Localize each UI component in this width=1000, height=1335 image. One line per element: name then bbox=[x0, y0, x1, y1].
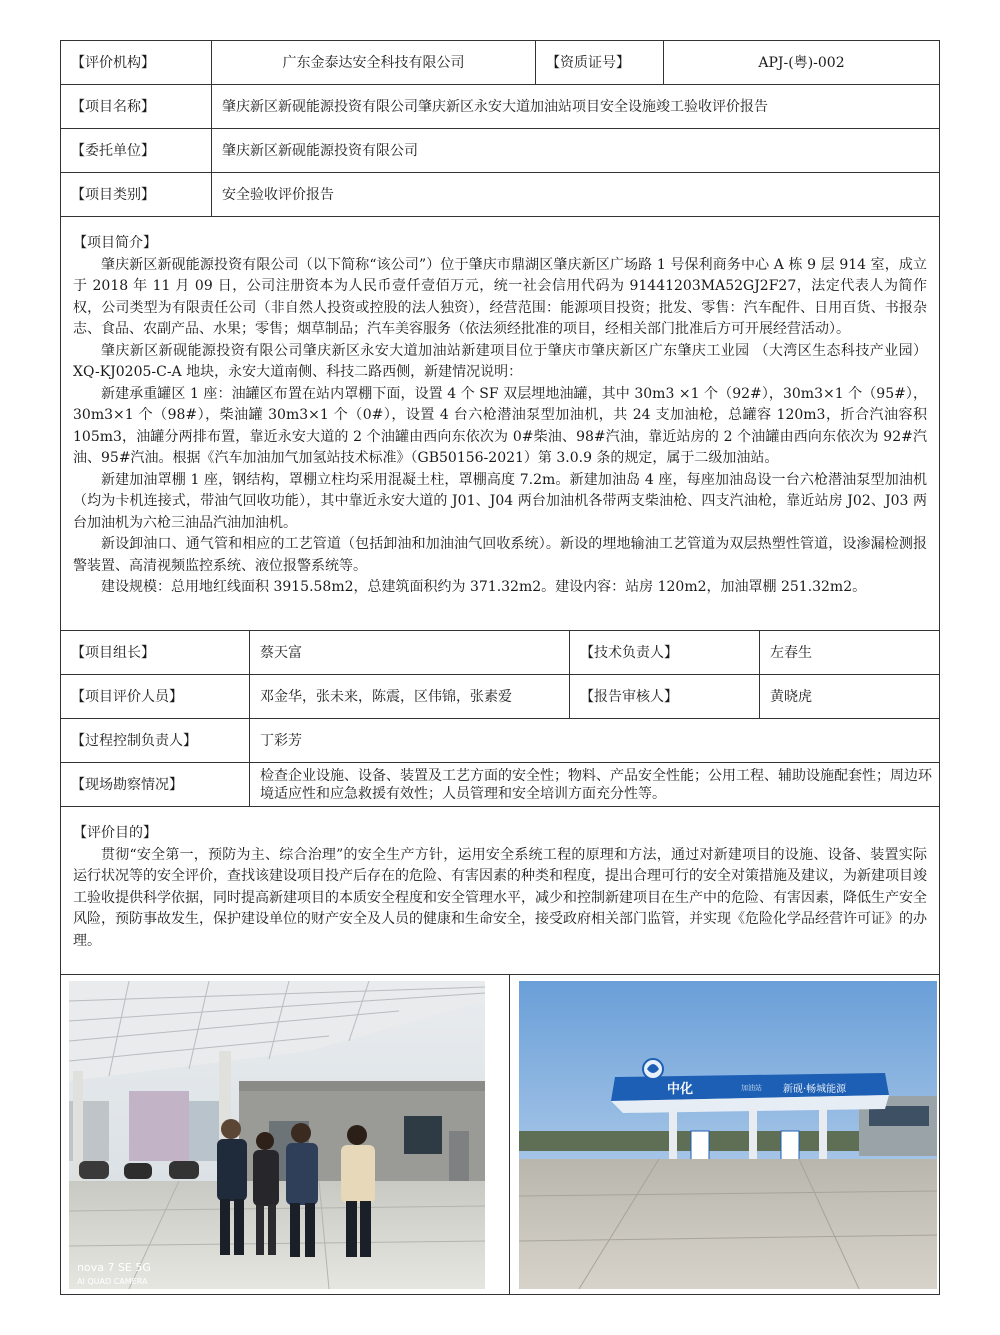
tech-lead-value: 左春生 bbox=[759, 631, 939, 674]
client-value: 肇庆新区新砚能源投资有限公司 bbox=[211, 129, 939, 172]
row-client bbox=[61, 129, 939, 173]
row-project-name bbox=[61, 85, 939, 129]
reviewer-label: 【报告审核人】 bbox=[569, 675, 759, 718]
canopy-brand: 中化 bbox=[667, 1082, 694, 1097]
row-evaluators bbox=[61, 675, 939, 719]
site-photos bbox=[61, 975, 939, 1295]
team-photo-image bbox=[69, 981, 485, 1289]
evaluators-label: 【项目评价人员】 bbox=[71, 688, 183, 705]
tech-lead-label: 【技术负责人】 bbox=[569, 631, 759, 674]
team-site-photo bbox=[69, 981, 485, 1289]
project-intro-section bbox=[61, 217, 939, 631]
intro-paragraph: 建设规模：总用地红线面积 3915.58m2，总建筑面积约为 371.32m2。建设内容：站房 120m2，加油罩棚 251.32m2。 bbox=[101, 579, 867, 595]
category-label: 【项目类别】 bbox=[71, 186, 155, 203]
canopy-small-text: 加油站 bbox=[741, 1084, 762, 1092]
site-survey-label: 【现场勘察情况】 bbox=[71, 776, 183, 793]
site-survey-value: 检查企业设施、设备、装置及工艺方面的安全性；物料、产品安全性能；公用工程、辅助设施配套性；周边环境适应性和应急救援有效性；人员管理和安全培训方面充分性等。 bbox=[249, 763, 939, 806]
row-project-leader bbox=[61, 631, 939, 675]
org-label: 【评价机构】 bbox=[71, 54, 155, 71]
intro-paragraph: 肇庆新区新砚能源投资有限公司（以下简称“该公司”）位于肇庆市鼎湖区肇庆新区广场路 1 号保利商务中心 A 栋 9 层 914 室，成立于 2018 年 11 月 09 日，公司注册资本为人民币壹仟壹佰万元，统一社会信用代码为 91441203MA52GJ2F27，法定代表人为简作权，公司类型为有限责任公司（非自然人投资或控股的法人独资），经营范围：能源项目投资；批发、零售：汽车配件、日用百货、书报杂志、食品、农副产品、水果；零售；烟草制品；汽车美容服务（依法须经批准的项目，经相关部门批准后方可开展经营活动）。 bbox=[73, 256, 927, 337]
evaluation-purpose-section bbox=[61, 807, 939, 975]
photo-divider bbox=[509, 975, 510, 1295]
intro-paragraph: 新设卸油口、通气管和相应的工艺管道（包括卸油和加油油气回收系统）。新设的埋地输油工艺管道为双层热塑性管道，设渗漏检测报警装置、高清视频监控系统、液位报警系统等。 bbox=[73, 536, 927, 574]
client-label: 【委托单位】 bbox=[71, 142, 155, 159]
row-process-control bbox=[61, 719, 939, 763]
org-value: 广东金泰达安全科技有限公司 bbox=[211, 41, 535, 84]
project-name-label: 【项目名称】 bbox=[71, 98, 155, 115]
camera-watermark-model: nova 7 SE 5G bbox=[77, 1261, 151, 1274]
intro-title: 【项目简介】 bbox=[73, 235, 157, 251]
evaluators-value: 邓金华，张未来，陈震，区伟锦，张素爱 bbox=[249, 675, 569, 718]
row-category bbox=[61, 173, 939, 217]
station-photo-image bbox=[519, 981, 937, 1289]
intro-paragraph: 新建加油罩棚 1 座，钢结构，罩棚立柱均采用混凝土柱，罩棚高度 7.2m。新建加油岛 4 座，每座加油岛设一台六枪潜油泵型加油机（均为卡机连接式，带油气回收功能），其中靠近永安大道的 J01、J04 两台加油机各带两支柴油枪、四支汽油枪，靠近站房 J02、J03 两台加油机为六枪三油品汽油加油机。 bbox=[73, 471, 927, 531]
leader-value: 蔡天富 bbox=[249, 631, 569, 674]
category-value: 安全验收评价报告 bbox=[211, 173, 939, 216]
row-site-survey bbox=[61, 763, 939, 807]
intro-paragraph: 新建承重罐区 1 座：油罐区布置在站内罩棚下面，设置 4 个 SF 双层埋地油罐，其中 30m3 ×1 个（92#），30m3×1 个（95#），30m3×1 个（98#），柴油罐 30m3×1 个（0#），设置 4 台六枪潜油泵型加油机，共 24 支加油枪，总罐容 120m3，折合汽油容积 105m3，油罐分两排布置，靠近永安大道的 2 个油罐由西向东依次为 0#柴油、98#汽油，靠近站房的 2 个油罐由西向东依次为 92#汽油、95#汽油。根据《汽车加油加气加氢站技术标准》（GB50156-2021）第 3.0.9 条的规定，属于二级加油站。 bbox=[73, 385, 927, 466]
process-control-value: 丁彩芳 bbox=[249, 719, 939, 762]
reviewer-value: 黄晓虎 bbox=[759, 675, 939, 718]
purpose-title: 【评价目的】 bbox=[73, 825, 157, 841]
intro-paragraph: 肇庆新区新砚能源投资有限公司肇庆新区永安大道加油站新建项目位于肇庆市肇庆新区广东肇庆工业园 （大湾区生态科技产业园）XQ-KJ0205-C-A 地块，永安大道南侧、科技二路西侧，新建情况说明： bbox=[73, 342, 927, 380]
canopy-sign-text: 新砚·畅城能源 bbox=[783, 1084, 847, 1095]
cert-label: 【资质证号】 bbox=[535, 41, 663, 84]
row-evaluation-org bbox=[61, 41, 939, 85]
station-canopy-photo bbox=[519, 981, 937, 1289]
purpose-text: 贯彻“安全第一，预防为主、综合治理”的安全生产方针，运用安全系统工程的原理和方法，通过对新建项目的设施、设备、装置实际运行状况等的安全评价，查找该建设项目投产后存在的危险、有害因素的种类和程度，提出合理可行的安全对策措施及建议，为新建项目竣工验收提供科学依据，同时提高新建项目的本质安全程度和安全管理水平，减少和控制新建项目在生产中的危险、有害因素，降低生产安全风险，预防事故发生，保护建设单位的财产安全及人员的健康和生命安全，接受政府相关部门监管，并实现《危险化学品经营许可证》的办理。 bbox=[73, 846, 927, 949]
project-name-value: 肇庆新区新砚能源投资有限公司肇庆新区永安大道加油站项目安全设施竣工验收评价报告 bbox=[211, 85, 939, 128]
report-document bbox=[60, 40, 940, 1295]
camera-watermark-label: AI QUAD CAMERA bbox=[77, 1277, 148, 1286]
cert-value: APJ-(粤)-002 bbox=[663, 41, 939, 84]
leader-label: 【项目组长】 bbox=[71, 644, 155, 661]
process-control-label: 【过程控制负责人】 bbox=[71, 732, 197, 749]
